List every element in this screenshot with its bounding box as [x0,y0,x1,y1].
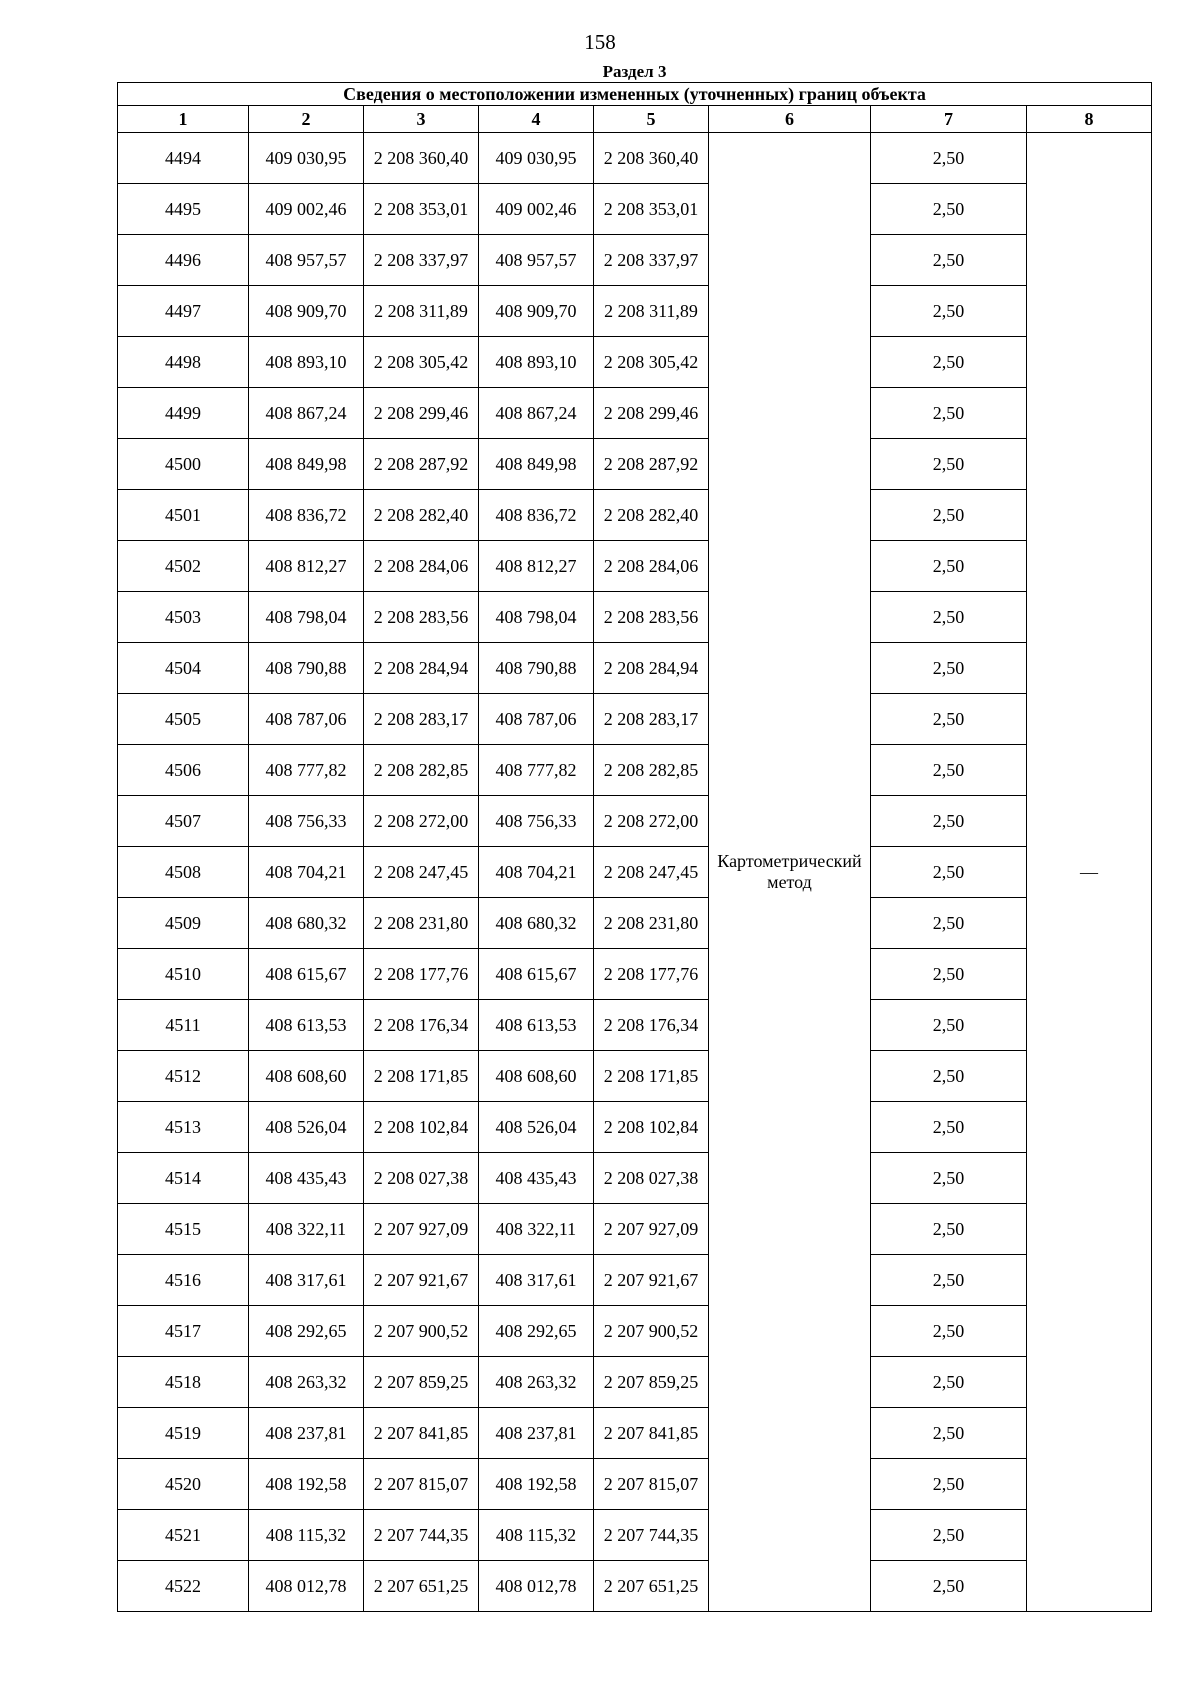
point-number-cell: 4508 [118,847,249,898]
y-new-cell: 2 208 102,84 [594,1102,709,1153]
point-number-cell: 4494 [118,133,249,184]
accuracy-cell: 2,50 [871,439,1027,490]
column-number-3: 3 [364,106,479,133]
y-new-cell: 2 207 859,25 [594,1357,709,1408]
table-row [118,1255,1152,1306]
accuracy-cell: 2,50 [871,1510,1027,1561]
point-number-cell: 4504 [118,643,249,694]
x-old-cell: 408 787,06 [249,694,364,745]
x-old-cell: 408 615,67 [249,949,364,1000]
x-new-cell: 408 867,24 [479,388,594,439]
accuracy-cell: 2,50 [871,1408,1027,1459]
point-number-cell: 4518 [118,1357,249,1408]
y-new-cell: 2 207 744,35 [594,1510,709,1561]
point-number-cell: 4503 [118,592,249,643]
x-new-cell: 408 704,21 [479,847,594,898]
x-old-cell: 408 957,57 [249,235,364,286]
y-new-cell: 2 208 282,85 [594,745,709,796]
x-new-cell: 408 237,81 [479,1408,594,1459]
y-old-cell: 2 208 305,42 [364,337,479,388]
point-number-cell: 4507 [118,796,249,847]
y-old-cell: 2 207 651,25 [364,1561,479,1612]
y-old-cell: 2 207 859,25 [364,1357,479,1408]
table-row [118,490,1152,541]
x-old-cell: 408 237,81 [249,1408,364,1459]
y-old-cell: 2 208 171,85 [364,1051,479,1102]
x-new-cell: 408 115,32 [479,1510,594,1561]
accuracy-cell: 2,50 [871,286,1027,337]
x-new-cell: 408 292,65 [479,1306,594,1357]
y-old-cell: 2 208 284,94 [364,643,479,694]
accuracy-cell: 2,50 [871,541,1027,592]
accuracy-cell: 2,50 [871,847,1027,898]
x-new-cell: 408 849,98 [479,439,594,490]
point-number-cell: 4517 [118,1306,249,1357]
table-row [118,541,1152,592]
table-row [118,1459,1152,1510]
x-new-cell: 408 526,04 [479,1102,594,1153]
y-old-cell: 2 208 360,40 [364,133,479,184]
table-row [118,1306,1152,1357]
x-old-cell: 408 292,65 [249,1306,364,1357]
y-new-cell: 2 208 283,56 [594,592,709,643]
y-old-cell: 2 207 815,07 [364,1459,479,1510]
table-row [118,1510,1152,1561]
column-number-row [118,106,1152,133]
table-row [118,949,1152,1000]
column-number-8: 8 [1027,106,1152,133]
accuracy-cell: 2,50 [871,1153,1027,1204]
x-old-cell: 408 435,43 [249,1153,364,1204]
x-new-cell: 408 613,53 [479,1000,594,1051]
x-old-cell: 408 526,04 [249,1102,364,1153]
table-row [118,235,1152,286]
y-new-cell: 2 208 305,42 [594,337,709,388]
y-old-cell: 2 207 841,85 [364,1408,479,1459]
table-row [118,133,1152,184]
x-old-cell: 409 030,95 [249,133,364,184]
y-new-cell: 2 208 027,38 [594,1153,709,1204]
method-cell: Картометрический метод [709,133,871,1612]
y-new-cell: 2 208 284,06 [594,541,709,592]
y-new-cell: 2 208 337,97 [594,235,709,286]
column8-cell: — [1027,133,1152,1612]
point-number-cell: 4495 [118,184,249,235]
accuracy-cell: 2,50 [871,1561,1027,1612]
y-new-cell: 2 208 283,17 [594,694,709,745]
y-new-cell: 2 207 651,25 [594,1561,709,1612]
section-title: Раздел 3 [602,62,667,81]
table-row [118,898,1152,949]
accuracy-cell: 2,50 [871,643,1027,694]
table-row [118,1357,1152,1408]
y-old-cell: 2 208 102,84 [364,1102,479,1153]
point-number-cell: 4515 [118,1204,249,1255]
column-number-6: 6 [709,106,871,133]
y-new-cell: 2 208 177,76 [594,949,709,1000]
accuracy-cell: 2,50 [871,1102,1027,1153]
point-number-cell: 4520 [118,1459,249,1510]
x-new-cell: 408 909,70 [479,286,594,337]
x-old-cell: 408 777,82 [249,745,364,796]
point-number-cell: 4496 [118,235,249,286]
point-number-cell: 4509 [118,898,249,949]
accuracy-cell: 2,50 [871,235,1027,286]
y-old-cell: 2 208 231,80 [364,898,479,949]
x-new-cell: 409 030,95 [479,133,594,184]
y-old-cell: 2 208 027,38 [364,1153,479,1204]
y-new-cell: 2 208 299,46 [594,388,709,439]
x-old-cell: 408 836,72 [249,490,364,541]
x-old-cell: 408 798,04 [249,592,364,643]
point-number-cell: 4510 [118,949,249,1000]
y-new-cell: 2 207 841,85 [594,1408,709,1459]
x-new-cell: 409 002,46 [479,184,594,235]
x-old-cell: 408 608,60 [249,1051,364,1102]
accuracy-cell: 2,50 [871,949,1027,1000]
accuracy-cell: 2,50 [871,1306,1027,1357]
y-old-cell: 2 208 282,40 [364,490,479,541]
accuracy-cell: 2,50 [871,592,1027,643]
x-old-cell: 408 317,61 [249,1255,364,1306]
column-number-1: 1 [118,106,249,133]
accuracy-cell: 2,50 [871,490,1027,541]
table-row [118,592,1152,643]
x-old-cell: 408 115,32 [249,1510,364,1561]
table-row [118,1408,1152,1459]
column-number-4: 4 [479,106,594,133]
y-new-cell: 2 208 353,01 [594,184,709,235]
table-row [118,1102,1152,1153]
accuracy-cell: 2,50 [871,1255,1027,1306]
point-number-cell: 4497 [118,286,249,337]
y-old-cell: 2 208 311,89 [364,286,479,337]
x-new-cell: 408 192,58 [479,1459,594,1510]
x-old-cell: 408 849,98 [249,439,364,490]
accuracy-cell: 2,50 [871,1051,1027,1102]
table-caption: Сведения о местоположении измененных (уточненных) границ объекта [118,83,1152,106]
table-row [118,337,1152,388]
x-old-cell: 408 909,70 [249,286,364,337]
accuracy-cell: 2,50 [871,184,1027,235]
point-number-cell: 4501 [118,490,249,541]
x-new-cell: 408 317,61 [479,1255,594,1306]
x-new-cell: 408 263,32 [479,1357,594,1408]
table-row [118,694,1152,745]
y-old-cell: 2 207 921,67 [364,1255,479,1306]
x-old-cell: 408 012,78 [249,1561,364,1612]
table-row [118,1051,1152,1102]
y-old-cell: 2 208 272,00 [364,796,479,847]
y-old-cell: 2 208 247,45 [364,847,479,898]
y-old-cell: 2 208 283,17 [364,694,479,745]
point-number-cell: 4498 [118,337,249,388]
accuracy-cell: 2,50 [871,1357,1027,1408]
x-new-cell: 408 893,10 [479,337,594,388]
y-new-cell: 2 208 360,40 [594,133,709,184]
accuracy-cell: 2,50 [871,898,1027,949]
x-new-cell: 408 756,33 [479,796,594,847]
table-row [118,1153,1152,1204]
table-row [118,796,1152,847]
page-number: 158 [584,30,616,54]
x-new-cell: 408 012,78 [479,1561,594,1612]
y-old-cell: 2 208 283,56 [364,592,479,643]
point-number-cell: 4514 [118,1153,249,1204]
x-new-cell: 408 836,72 [479,490,594,541]
x-new-cell: 408 790,88 [479,643,594,694]
y-new-cell: 2 207 815,07 [594,1459,709,1510]
x-old-cell: 408 322,11 [249,1204,364,1255]
x-new-cell: 408 777,82 [479,745,594,796]
x-old-cell: 408 680,32 [249,898,364,949]
table-row [118,388,1152,439]
table-row [118,286,1152,337]
y-old-cell: 2 208 287,92 [364,439,479,490]
y-new-cell: 2 208 284,94 [594,643,709,694]
point-number-cell: 4502 [118,541,249,592]
table-row [118,1561,1152,1612]
x-new-cell: 408 812,27 [479,541,594,592]
x-old-cell: 408 192,58 [249,1459,364,1510]
accuracy-cell: 2,50 [871,745,1027,796]
point-number-cell: 4506 [118,745,249,796]
x-old-cell: 408 790,88 [249,643,364,694]
y-old-cell: 2 208 337,97 [364,235,479,286]
y-new-cell: 2 207 921,67 [594,1255,709,1306]
y-old-cell: 2 208 284,06 [364,541,479,592]
point-number-cell: 4500 [118,439,249,490]
y-old-cell: 2 208 299,46 [364,388,479,439]
y-old-cell: 2 207 744,35 [364,1510,479,1561]
column-number-5: 5 [594,106,709,133]
y-old-cell: 2 208 282,85 [364,745,479,796]
accuracy-cell: 2,50 [871,388,1027,439]
point-number-cell: 4521 [118,1510,249,1561]
accuracy-cell: 2,50 [871,1204,1027,1255]
y-new-cell: 2 208 272,00 [594,796,709,847]
accuracy-cell: 2,50 [871,796,1027,847]
x-new-cell: 408 680,32 [479,898,594,949]
accuracy-cell: 2,50 [871,1000,1027,1051]
y-old-cell: 2 207 900,52 [364,1306,479,1357]
point-number-cell: 4516 [118,1255,249,1306]
table-row [118,184,1152,235]
x-old-cell: 409 002,46 [249,184,364,235]
table-row [118,1000,1152,1051]
y-new-cell: 2 208 247,45 [594,847,709,898]
accuracy-cell: 2,50 [871,1459,1027,1510]
x-new-cell: 408 787,06 [479,694,594,745]
x-old-cell: 408 812,27 [249,541,364,592]
x-new-cell: 408 798,04 [479,592,594,643]
x-old-cell: 408 756,33 [249,796,364,847]
point-number-cell: 4519 [118,1408,249,1459]
x-new-cell: 408 608,60 [479,1051,594,1102]
point-number-cell: 4522 [118,1561,249,1612]
column-number-7: 7 [871,106,1027,133]
accuracy-cell: 2,50 [871,694,1027,745]
table-row [118,847,1152,898]
y-new-cell: 2 208 287,92 [594,439,709,490]
x-new-cell: 408 957,57 [479,235,594,286]
point-number-cell: 4513 [118,1102,249,1153]
table-row [118,439,1152,490]
y-old-cell: 2 207 927,09 [364,1204,479,1255]
y-new-cell: 2 208 176,34 [594,1000,709,1051]
accuracy-cell: 2,50 [871,337,1027,388]
y-new-cell: 2 208 171,85 [594,1051,709,1102]
point-number-cell: 4511 [118,1000,249,1051]
x-old-cell: 408 704,21 [249,847,364,898]
x-old-cell: 408 893,10 [249,337,364,388]
boundary-table [117,62,1152,1612]
y-old-cell: 2 208 177,76 [364,949,479,1000]
y-new-cell: 2 208 231,80 [594,898,709,949]
y-old-cell: 2 208 353,01 [364,184,479,235]
table-body [118,133,1152,1612]
table-row [118,1204,1152,1255]
y-old-cell: 2 208 176,34 [364,1000,479,1051]
accuracy-cell: 2,50 [871,133,1027,184]
x-old-cell: 408 263,32 [249,1357,364,1408]
y-new-cell: 2 208 311,89 [594,286,709,337]
table-row [118,745,1152,796]
x-new-cell: 408 322,11 [479,1204,594,1255]
point-number-cell: 4512 [118,1051,249,1102]
y-new-cell: 2 208 282,40 [594,490,709,541]
y-new-cell: 2 207 900,52 [594,1306,709,1357]
point-number-cell: 4505 [118,694,249,745]
x-old-cell: 408 613,53 [249,1000,364,1051]
point-number-cell: 4499 [118,388,249,439]
table-row [118,643,1152,694]
x-new-cell: 408 435,43 [479,1153,594,1204]
column-number-2: 2 [249,106,364,133]
y-new-cell: 2 207 927,09 [594,1204,709,1255]
x-new-cell: 408 615,67 [479,949,594,1000]
x-old-cell: 408 867,24 [249,388,364,439]
